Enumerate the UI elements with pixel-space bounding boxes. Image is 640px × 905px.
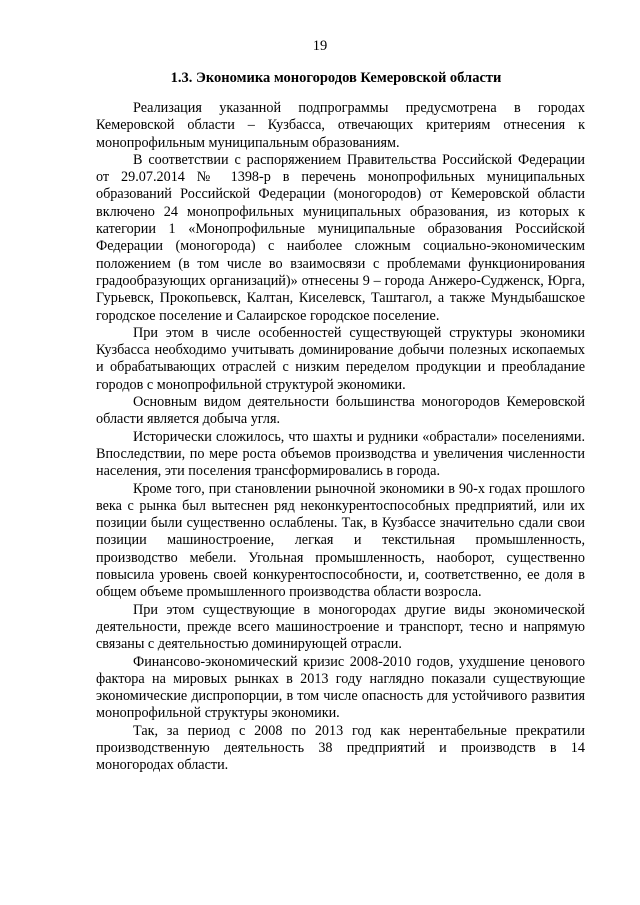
paragraph: Исторически сложилось, что шахты и рудники «обрастали» поселениями. Впоследствии, по мере роста объемов производства и увеличения численности населения, эти поселения трансформировались в города. <box>96 428 585 480</box>
paragraph: Реализация указанной подпрограммы предусмотрена в городах Кемеровской области – Кузбасса, отвечающих критериям отнесения к монопрофильным муниципальным образованиям. <box>96 100 585 151</box>
body-text <box>96 100 585 775</box>
page-number: 19 <box>312 38 328 54</box>
paragraph: Кроме того, при становлении рыночной экономики в 90-х годах прошлого века с рынка был вытеснен ряд неконкурентоспособных предприятий, или их позиции были существенно ослаблены. Так, в Кузбассе значительно сдали свои позиции машиностроение, легкая и текстильная промышленность, производство мебели. Угольная промышленность, наоборот, существенно повысила уровень своей конкурентоспособности, и, соответственно, ее доля в общем объеме промышленного производства области возросла. <box>96 480 585 601</box>
section-heading: 1.3. Экономика моногородов Кемеровской области <box>170 70 502 86</box>
paragraph: При этом в числе особенностей существующей структуры экономики Кузбасса необходимо учитывать доминирование добычи полезных ископаемых и обрабатывающих отраслей с низким переделом продукции и преобладание городов с монопрофильной структурой экономики. <box>96 324 585 393</box>
paragraph: В соответствии с распоряжением Правительства Российской Федерации от 29.07.2014 № 1398-р в перечень монопрофильных муниципальных образований Российской Федерации (моногородов) от Кемеровской области включено 24 монопрофильных муниципальных образования, из которых к категории 1 «Монопрофильные муниципальные образования Российской Федерации (моногорода) с наиболее сложным социально-экономическим положением (в том числе во взаимосвязи с проблемами функционирования градообразующих организаций)» отнесены 9 – города Анжеро-Судженск, Юрга, Гурьевск, Прокопьевск, Калтан, Киселевск, Таштагол, а также Мундыбашское городское поселение и Салаирское городское поселение. <box>96 151 585 324</box>
paragraph: Основным видом деятельности большинства моногородов Кемеровской области является добыча угля. <box>96 394 585 428</box>
paragraph: Так, за период с 2008 по 2013 год как нерентабельные прекратили производственную деятельность 38 предприятий и производств в 14 моногородах области. <box>96 722 585 774</box>
paragraph: При этом существующие в моногородах другие виды экономической деятельности, прежде всего машиностроение и транспорт, тесно и напрямую связаны с деятельностью доминирующей отрасли. <box>96 601 585 653</box>
paragraph: Финансово-экономический кризис 2008-2010 годов, ухудшение ценового фактора на мировых рынках в 2013 году наглядно показали существующие экономические диспропорции, в том числе опасность для устойчивого развития монопрофильной структуры экономики. <box>96 653 585 722</box>
